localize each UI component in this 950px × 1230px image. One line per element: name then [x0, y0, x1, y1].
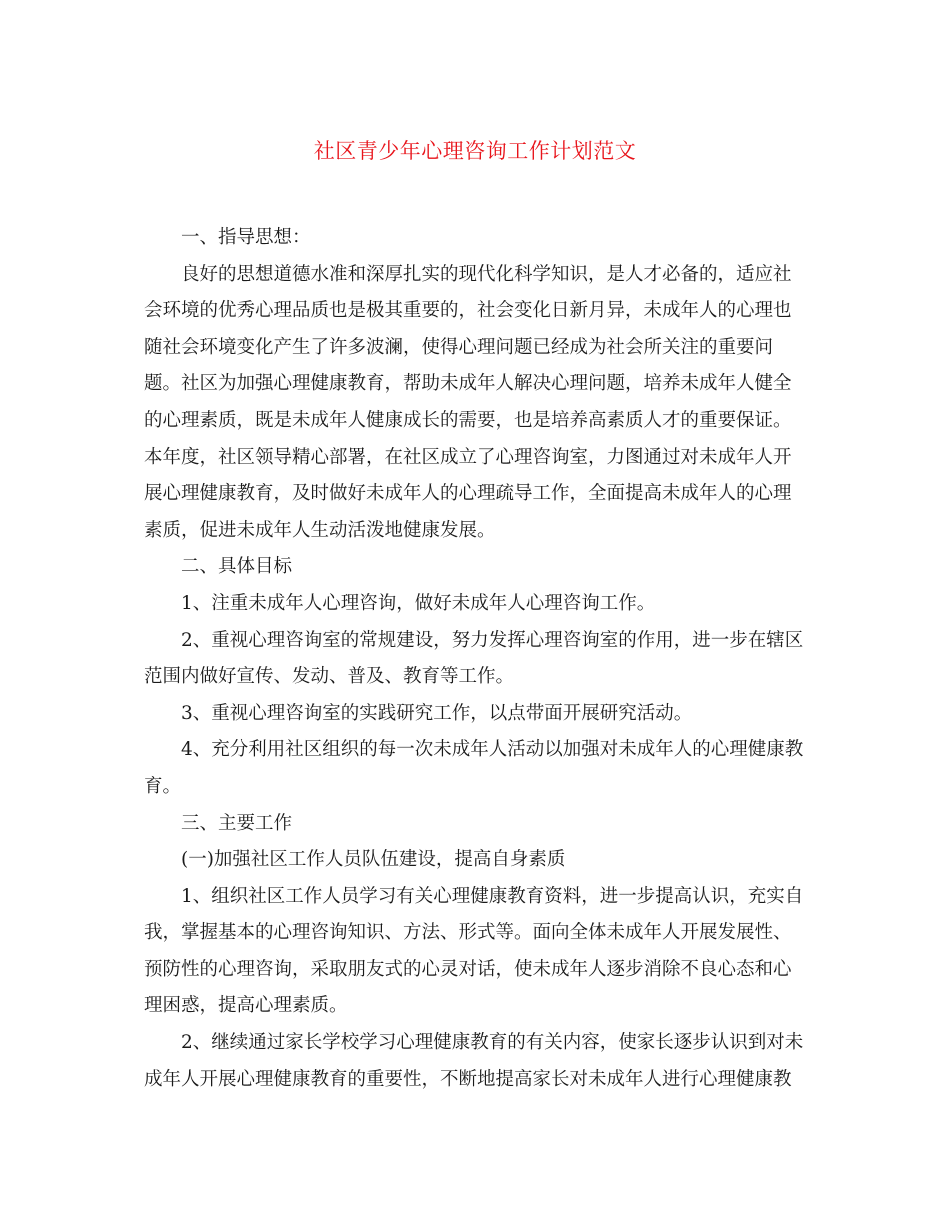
text-line: (一)加强社区工作人员队伍建设，提高自身素质	[181, 849, 566, 871]
text-line: 素质，促进未成年人生动活泼地健康发展。	[144, 519, 496, 541]
text-line: 1、组织社区工作人员学习有关心理健康教育资料，进一步提高认识，充实自	[181, 885, 804, 907]
text-line: 三、主要工作	[181, 812, 293, 834]
text-line: 育。	[144, 775, 182, 797]
text-line: 的心理素质，既是未成年人健康成长的需要，也是培养高素质人才的重要保证。	[144, 409, 792, 431]
text-line: 2、继续通过家长学校学习心理健康教育的有关内容，使家长逐步认识到对未	[181, 1032, 804, 1054]
text-line: 一、指导思想：	[181, 227, 311, 248]
text-line: 随社会环境变化产生了许多波澜，使得心理问题已经成为社会所关注的重要问	[144, 336, 774, 358]
text-line: 良好的思想道德水准和深厚扎实的现代化科学知识，是人才必备的，适应社	[181, 263, 792, 285]
text-line: 2、重视心理咨询室的常规建设，努力发挥心理咨询室的作用，进一步在辖区	[181, 629, 804, 651]
text-line: 理困惑，提高心理素质。	[144, 995, 348, 1017]
text-line: 预防性的心理咨询，采取朋友式的心灵对话，使未成年人逐步消除不良心态和心	[144, 958, 792, 980]
text-line: 1、注重未成年人心理咨询，做好未成年人心理咨询工作。	[181, 592, 656, 614]
document-body	[144, 220, 804, 1098]
text-line: 成年人开展心理健康教育的重要性，不断地提高家长对未成年人进行心理健康教	[144, 1068, 792, 1090]
document-title: 社区青少年心理咨询工作计划范文	[313, 139, 637, 163]
text-line: 范围内做好宣传、发动、普及、教育等工作。	[144, 666, 515, 688]
text-line: 二、具体目标	[181, 556, 293, 578]
text-line: 我，掌握基本的心理咨询知识、方法、形式等。面向全体未成年人开展发展性、	[144, 922, 792, 944]
text-line: 展心理健康教育，及时做好未成年人的心理疏导工作，全面提高未成年人的心理	[144, 483, 792, 505]
text-line: 题。社区为加强心理健康教育，帮助未成年人解决心理问题，培养未成年人健全	[144, 373, 792, 395]
text-line: 4、充分利用社区组织的每一次未成年人活动以加强对未成年人的心理健康教	[181, 739, 804, 761]
text-line: 会环境的优秀心理品质也是极其重要的，社会变化日新月异，未成年人的心理也	[144, 300, 792, 322]
text-line: 本年度，社区领导精心部署，在社区成立了心理咨询室，力图通过对未成年人开	[144, 446, 792, 468]
text-line: 3、重视心理咨询室的实践研究工作，以点带面开展研究活动。	[181, 702, 693, 724]
